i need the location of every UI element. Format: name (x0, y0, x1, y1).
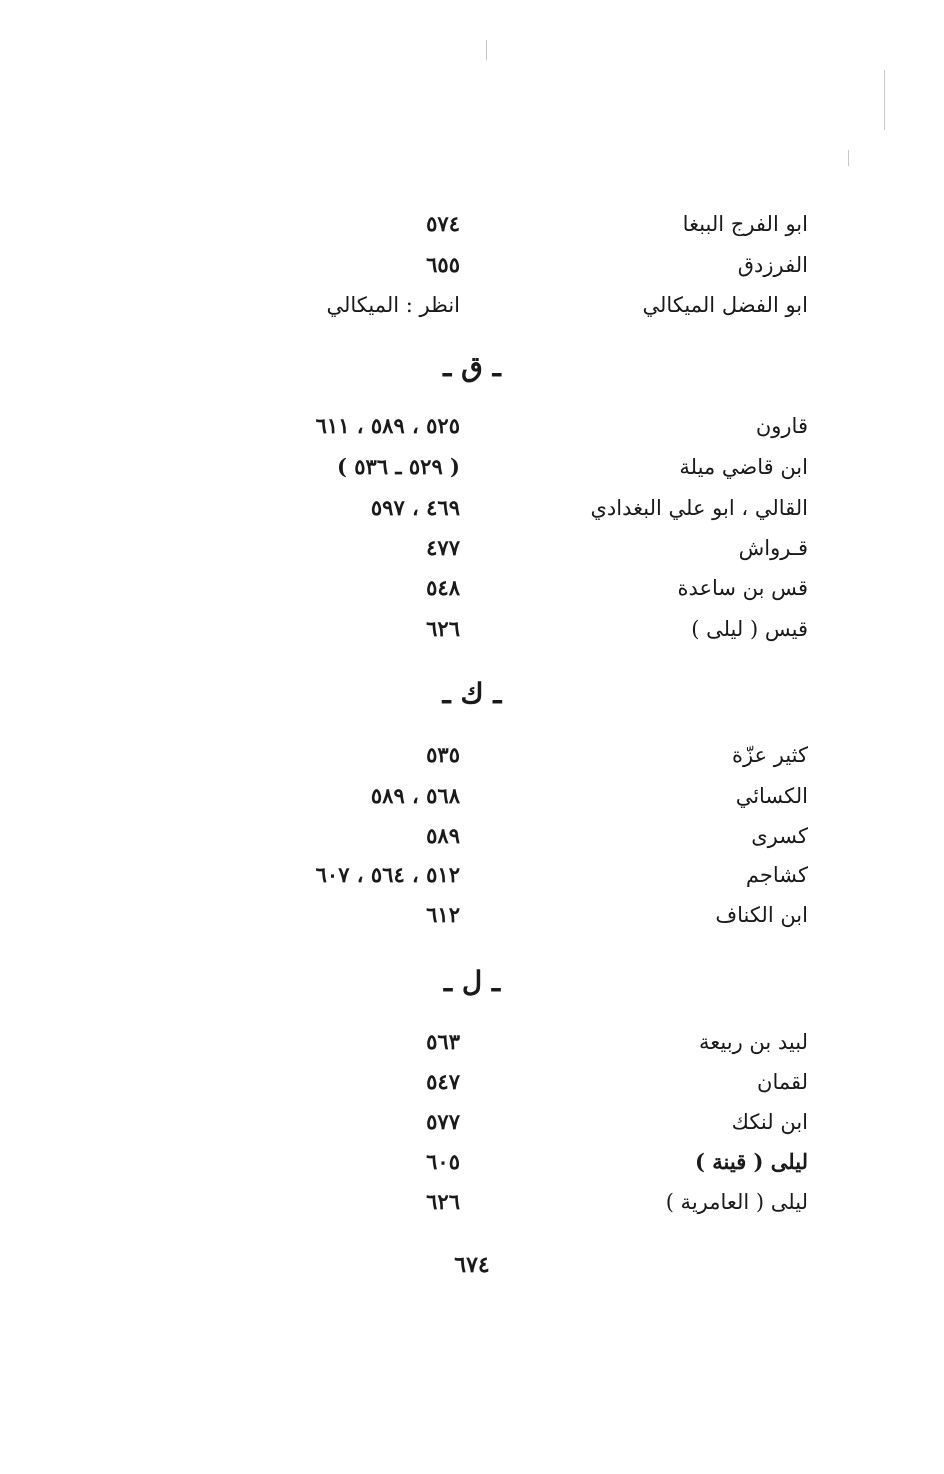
entry-pages: ٦٠٥ (426, 1149, 460, 1174)
index-entry (0, 855, 944, 895)
entry-pages: ٤٧٧ (426, 535, 460, 560)
index-entry (0, 895, 944, 935)
entry-pages: ٥٧٤ (426, 211, 460, 236)
index-entry (0, 776, 944, 816)
entry-name: ابن الكناف (715, 903, 808, 927)
entry-name: ابن قاضي ميلة (679, 455, 808, 479)
index-entry (0, 285, 944, 325)
scan-mark (486, 40, 487, 60)
entry-pages: ٦١٢ (426, 902, 460, 927)
entry-pages: ٥٤٧ (426, 1069, 460, 1094)
index-entry (0, 1142, 944, 1182)
entry-name: ابو الفرج الببغا (682, 212, 808, 236)
entry-name: كشاجم (745, 863, 808, 887)
entry-name: ابو الفضل الميكالي (642, 293, 808, 317)
entry-name: قارون (755, 414, 808, 438)
index-entry (0, 609, 944, 649)
entry-name: ابن لنكك (731, 1110, 808, 1134)
index-entry (0, 1062, 944, 1102)
entry-name: الفرزدق (737, 253, 808, 277)
entry-pages: ٥١٢ ، ٥٦٤ ، ٦٠٧ (315, 862, 460, 887)
entry-name: لقمان (757, 1070, 808, 1094)
entry-name: الكسائي (735, 784, 808, 808)
entry-pages: ٦٢٦ (426, 1189, 460, 1214)
entry-pages: ٥٦٨ ، ٥٨٩ (370, 783, 460, 808)
entry-pages: ٥٧٧ (426, 1109, 460, 1134)
index-entry (0, 568, 944, 608)
index-entry (0, 447, 944, 487)
index-entry (0, 406, 944, 446)
entry-name: قيس ( ليلى ) (691, 617, 808, 641)
section-heading: ـ ق ـ (443, 350, 501, 383)
entry-pages: ٥٦٣ (426, 1029, 460, 1054)
entry-name: قس بن ساعدة (677, 576, 808, 600)
index-entry (0, 204, 944, 244)
entry-pages: ( ٥٢٩ ـ ٥٣٦ ) (337, 454, 460, 479)
scan-mark (884, 70, 885, 130)
entry-name: ليلى ( العامرية ) (665, 1190, 808, 1214)
scan-mark (848, 150, 849, 166)
entry-name: قـرواش (738, 536, 808, 560)
entry-name: كثير عزّة (731, 743, 808, 767)
index-entry (0, 816, 944, 856)
index-entry (0, 1182, 944, 1222)
entry-name: كسرى (751, 824, 808, 848)
entry-name: القالي ، ابو علي البغدادي (590, 496, 808, 520)
entry-pages: ٥٣٥ (426, 742, 460, 767)
page-number: ٦٧٤ (454, 1252, 490, 1278)
index-entry (0, 1102, 944, 1142)
entry-pages: ٥٢٥ ، ٥٨٩ ، ٦١١ (315, 413, 460, 438)
entry-pages: انظر : الميكالي (326, 293, 460, 317)
entry-pages: ٥٤٨ (426, 575, 460, 600)
index-entry (0, 488, 944, 528)
index-entry (0, 245, 944, 285)
entry-name: ليلى ( قينة ) (695, 1149, 808, 1174)
index-entry (0, 735, 944, 775)
section-heading: ـ ك ـ (442, 677, 502, 710)
entry-pages: ٦٥٥ (426, 252, 460, 277)
entry-pages: ٤٦٩ ، ٥٩٧ (370, 495, 460, 520)
entry-pages: ٥٨٩ (426, 823, 460, 848)
entry-pages: ٦٢٦ (426, 616, 460, 641)
index-entry (0, 528, 944, 568)
entry-name: لبيد بن ربيعة (699, 1030, 808, 1054)
index-entry (0, 1022, 944, 1062)
section-heading: ـ ل ـ (443, 965, 501, 998)
